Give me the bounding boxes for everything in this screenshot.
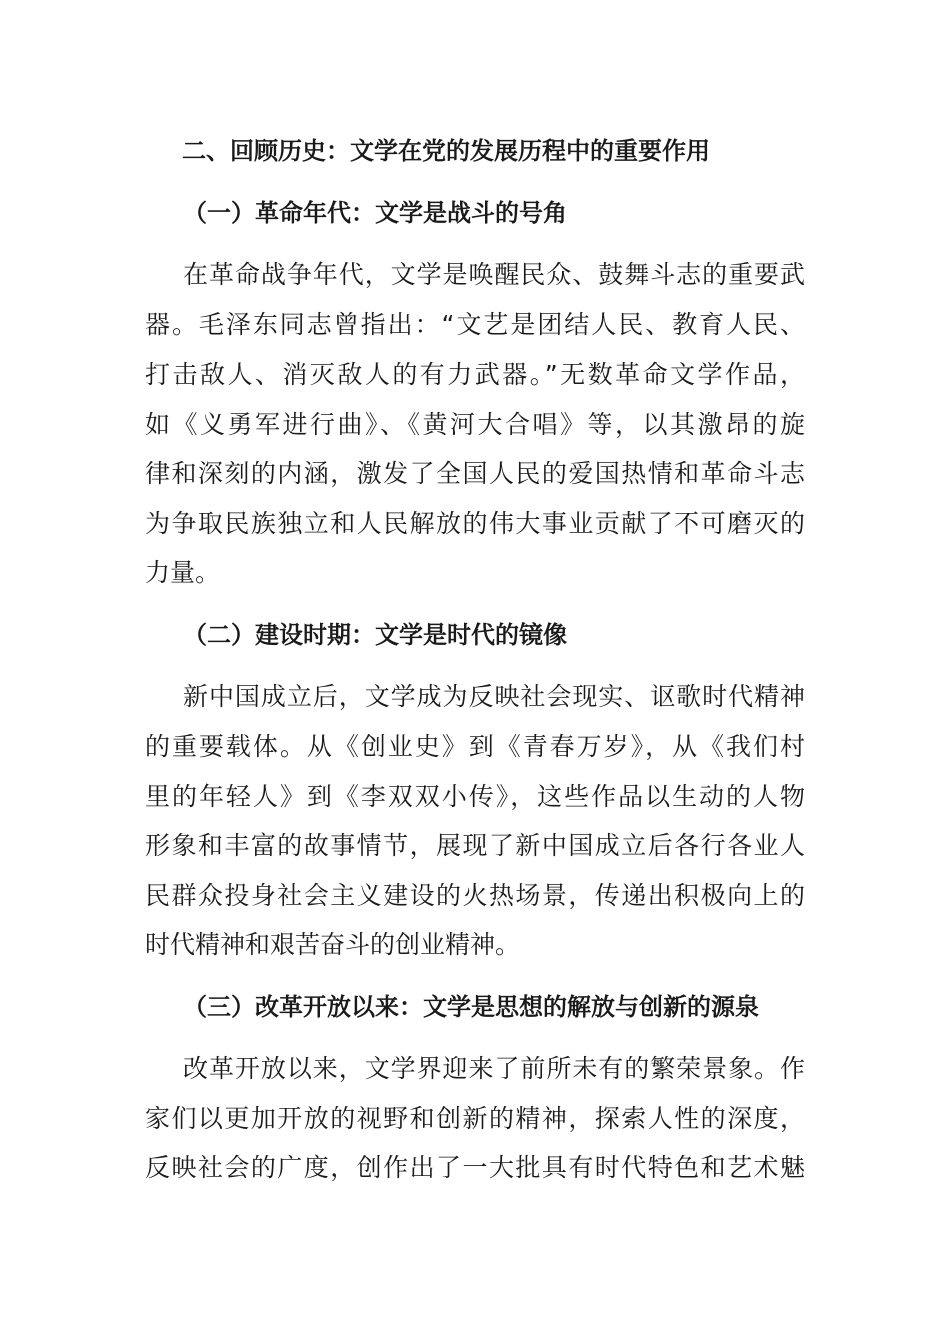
- paragraph-line: 形象和丰富的故事情节，展现了新中国成立后各行各业人: [145, 831, 805, 860]
- paragraph-line: 在革命战争年代，文学是唤醒民众、鼓舞斗志的重要武: [183, 260, 805, 289]
- paragraph-line: 家们以更加开放的视野和创新的精神，探索人性的深度，: [145, 1104, 805, 1133]
- subsection-heading-3: （三）改革开放以来：文学是思想的解放与创新的源泉: [183, 993, 759, 1021]
- paragraph-line: 如《义勇军进行曲》、《黄河大合唱》等，以其激昂的旋: [145, 410, 805, 439]
- paragraph-line: 器。毛泽东同志曾指出：“文艺是团结人民、教育人民、: [145, 310, 805, 339]
- paragraph-line: 时代精神和艰苦奋斗的创业精神。: [145, 930, 521, 959]
- paragraph-line: 力量。: [145, 558, 221, 587]
- section-heading: 二、回顾历史：文学在党的发展历程中的重要作用: [182, 137, 710, 165]
- paragraph-line: 民群众投身社会主义建设的火热场景，传递出积极向上的: [145, 881, 805, 910]
- paragraph-line: 律和深刻的内涵，激发了全国人民的爱国热情和革命斗志: [145, 459, 805, 488]
- paragraph-line: 反映社会的广度，创作出了一大批具有时代特色和艺术魅: [145, 1153, 805, 1182]
- paragraph-line: 打击敌人、消灭敌人的有力武器。”无数革命文学作品，: [145, 360, 805, 389]
- paragraph-line: 为争取民族独立和人民解放的伟大事业贡献了不可磨灭的: [145, 509, 805, 538]
- subsection-heading-2: （二）建设时期：文学是时代的镜像: [183, 621, 567, 649]
- subsection-heading-1: （一）革命年代：文学是战斗的号角: [183, 199, 567, 227]
- paragraph-line: 改革开放以来，文学界迎来了前所未有的繁荣景象。作: [183, 1054, 805, 1083]
- paragraph-line: 新中国成立后，文学成为反映社会现实、讴歌时代精神: [183, 682, 805, 711]
- paragraph-line: 的重要载体。从《创业史》到《青春万岁》，从《我们村: [145, 732, 805, 761]
- paragraph-line: 里的年轻人》到《李双双小传》，这些作品以生动的人物: [145, 782, 805, 811]
